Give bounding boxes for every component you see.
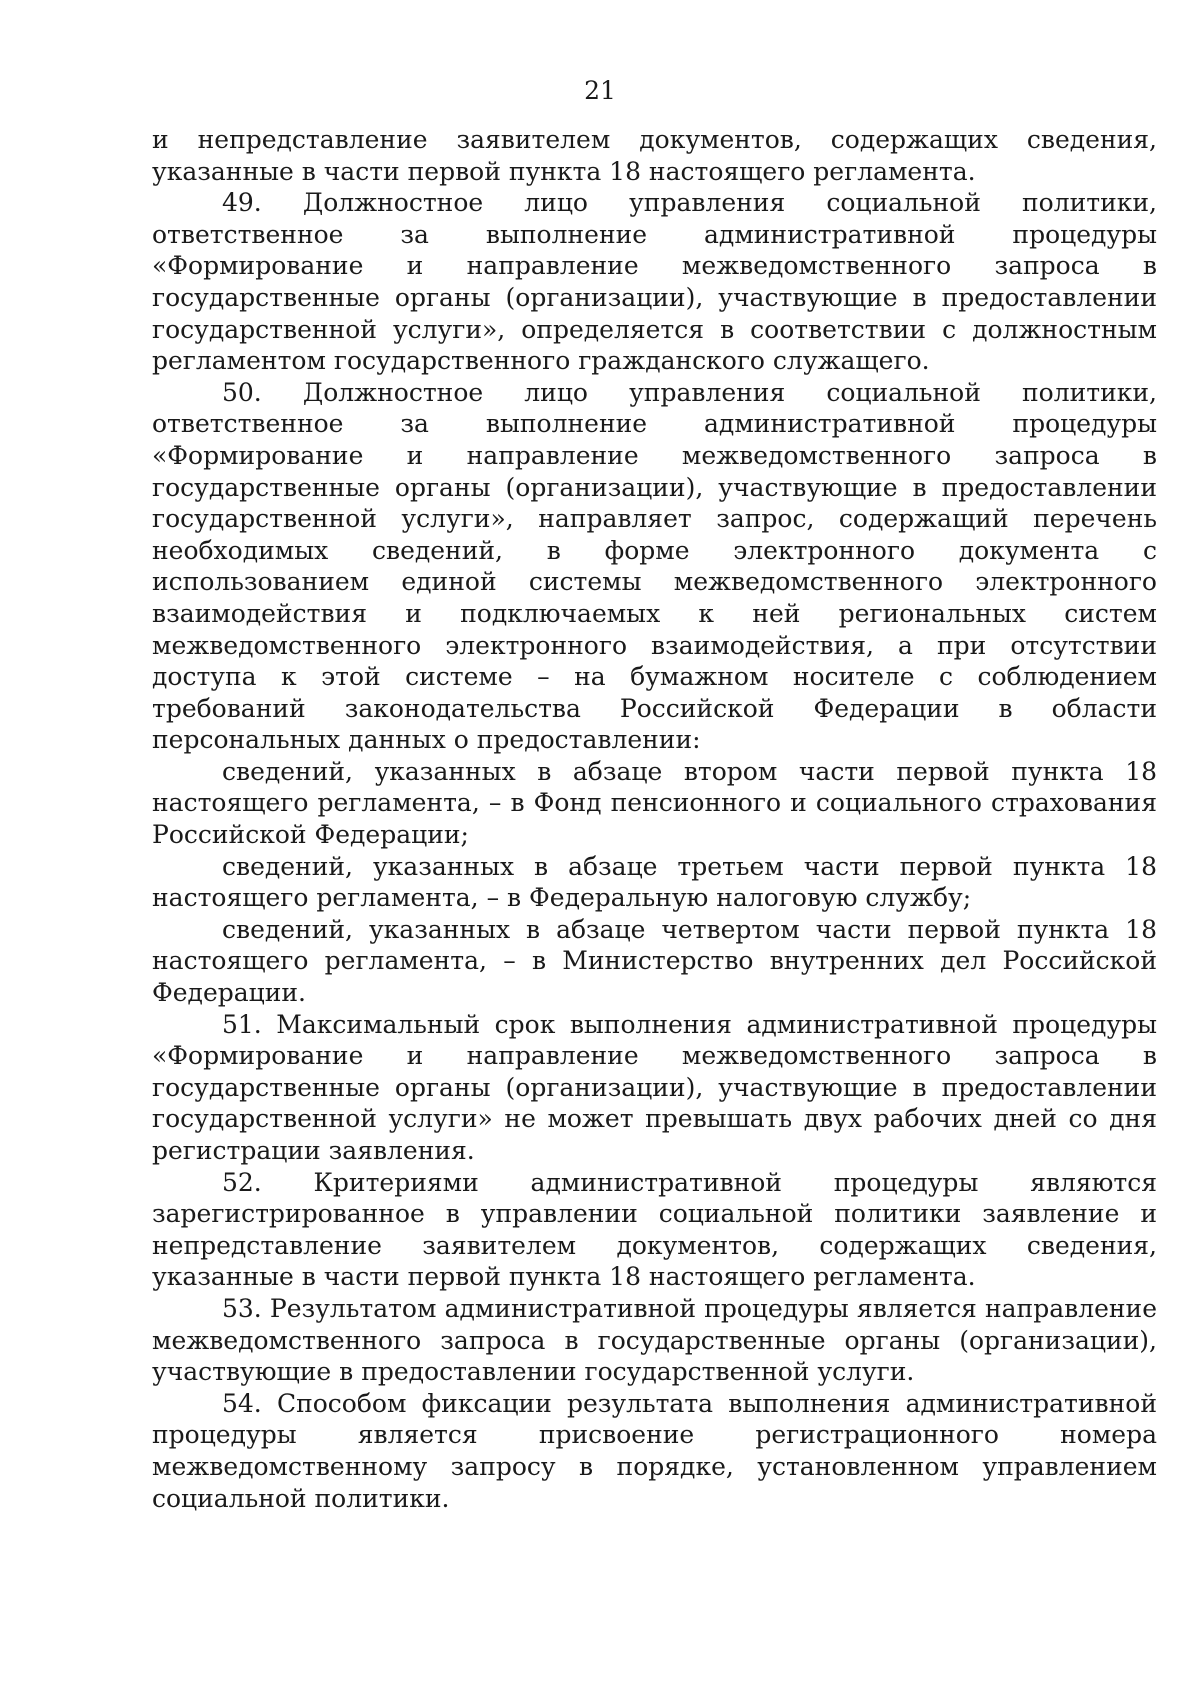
- paragraph-50: 50. Должностное лицо управления социальной политики, ответственное за выполнение административной процедуры «Формирование и направление межведомственного запроса в государственные органы (организации), участвующие в предоставлении государственной услуги», направляет запрос, содержащий перечень необходимых сведений, в форме электронного документа с использованием единой системы межведомственного электронного взаимодействия и подключаемых к ней региональных систем межведомственного электронного взаимодействия, а при отсутствии доступа к этой системе – на бумажном носителе с соблюдением требований законодательства Российской Федерации в области персональных данных о предоставлении:: [152, 377, 1157, 755]
- paragraph-53: 53. Результатом административной процедуры является направление межведомственного запроса в государственные органы (организации), участвующие в предоставлении государственной услуги.: [152, 1293, 1157, 1387]
- paragraph-continuation: и непредставление заявителем документов, содержащих сведения, указанные в части первой пункта 18 настоящего регламента.: [152, 125, 1157, 186]
- page-number: 21: [584, 76, 616, 105]
- paragraph-52: 52. Критериями административной процедуры являются зарегистрированное в управлении социальной политики заявление и непредставление заявителем документов, содержащих сведения, указанные в части первой пункта 18 настоящего регламента.: [152, 1167, 1157, 1292]
- document-body: [152, 124, 1157, 1514]
- paragraph-50-item-1: сведений, указанных в абзаце втором части первой пункта 18 настоящего регламента, – в Фонд пенсионного и социального страхования Российской Федерации;: [152, 756, 1157, 850]
- paragraph-54: 54. Способом фиксации результата выполнения административной процедуры является присвоение регистрационного номера межведомственному запросу в порядке, установленном управлением социальной политики.: [152, 1388, 1157, 1513]
- paragraph-50-item-2: сведений, указанных в абзаце третьем части первой пункта 18 настоящего регламента, – в Федеральную налоговую службу;: [152, 851, 1157, 913]
- paragraph-50-item-3: сведений, указанных в абзаце четвертом части первой пункта 18 настоящего регламента, – в Министерство внутренних дел Российской Федерации.: [152, 914, 1157, 1008]
- paragraph-51: 51. Максимальный срок выполнения административной процедуры «Формирование и направление межведомственного запроса в государственные органы (организации), участвующие в предоставлении государственной услуги» не может превышать двух рабочих дней со дня регистрации заявления.: [152, 1009, 1157, 1165]
- paragraph-49: 49. Должностное лицо управления социальной политики, ответственное за выполнение административной процедуры «Формирование и направление межведомственного запроса в государственные органы (организации), участвующие в предоставлении государственной услуги», определяется в соответствии с должностным регламентом государственного гражданского служащего.: [152, 188, 1157, 376]
